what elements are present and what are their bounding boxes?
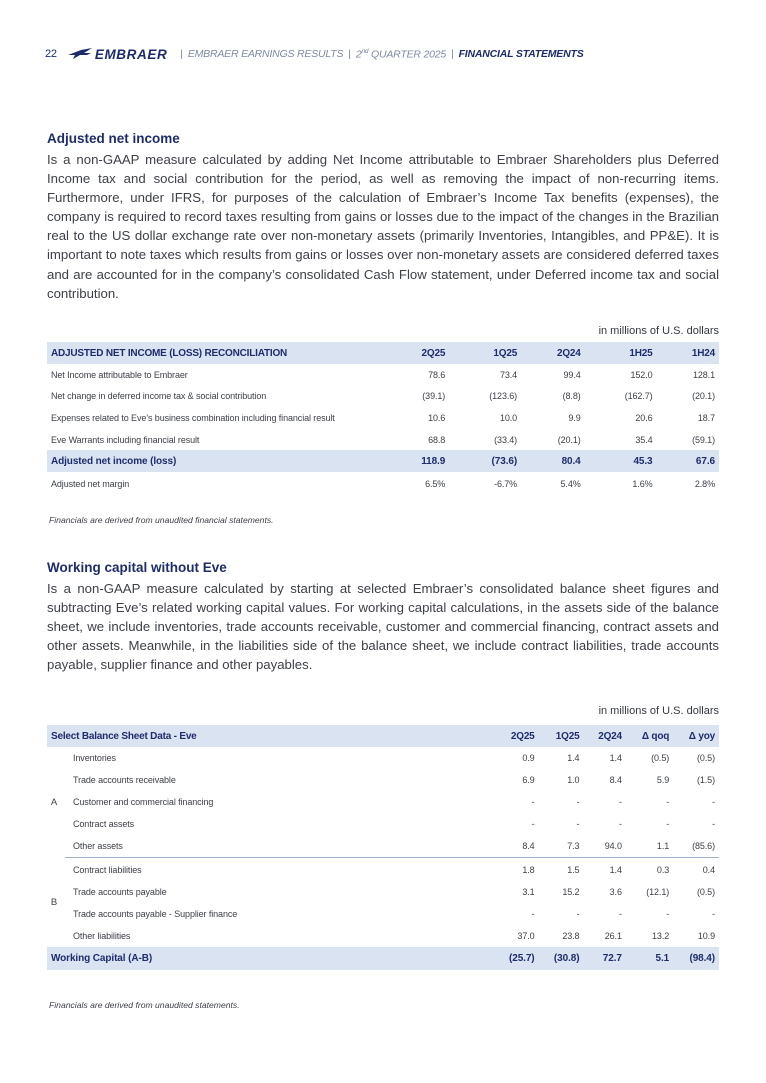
cell: 1.4 [583, 858, 625, 881]
cell: 1.4 [609, 753, 622, 764]
cell: (162.7) [624, 391, 653, 402]
group-label-b: B [50, 896, 58, 908]
cell: 2.8% [694, 478, 715, 489]
row-label: Contract assets [73, 819, 135, 830]
cell: -6.7% [494, 478, 518, 489]
cell: (33.4) [494, 434, 518, 445]
working-capital-table [47, 725, 719, 970]
cell: (123.6) [489, 391, 518, 402]
cell: - [618, 908, 622, 919]
cell: 6.5% [425, 478, 446, 489]
cell: (20.1) [692, 391, 715, 402]
cell: (39.1) [422, 391, 446, 402]
cell: 8.4 [522, 841, 535, 852]
cell: 94.0 [604, 841, 622, 852]
row-label: Other liabilities [73, 930, 131, 941]
cell: 73.4 [499, 369, 518, 380]
row-label: Adjusted net income (loss) [47, 450, 385, 472]
cell: - [666, 908, 670, 919]
brand-wordmark: EMBRAER [94, 46, 168, 62]
cell: 1.5 [539, 858, 584, 881]
cell: (12.1) [646, 886, 670, 897]
table-row [47, 386, 719, 408]
cell: 80.4 [521, 450, 585, 472]
column-header: 2Q24 [521, 342, 585, 364]
table-row-total [47, 947, 719, 970]
row-label: Trade accounts receivable [73, 775, 176, 786]
cell: (20.1) [557, 434, 581, 445]
cell: 1.4 [567, 753, 580, 764]
cell: 68.8 [428, 434, 446, 445]
cell: (98.4) [673, 947, 719, 970]
unit-label: in millions of U.S. dollars [598, 325, 719, 337]
cell: (0.5) [696, 886, 715, 897]
group-label-a: A [50, 796, 58, 808]
section-title-working-capital: Working capital without Eve [47, 560, 227, 575]
cell: - [666, 819, 670, 830]
row-label: Trade accounts payable [73, 886, 167, 897]
column-header: 2Q25 [385, 342, 449, 364]
table-row [47, 903, 719, 925]
cell: (25.7) [494, 947, 539, 970]
page-number: 22 [45, 48, 57, 60]
row-label: Adjusted net margin [51, 478, 130, 489]
cell: (59.1) [692, 434, 715, 445]
table-row [47, 925, 719, 947]
column-header: 1Q25 [539, 725, 584, 747]
quarter-label: QUARTER 2025 [368, 48, 447, 61]
cell: 10.9 [697, 930, 715, 941]
cell: - [712, 819, 715, 830]
cell: (0.5) [651, 753, 670, 764]
page-header [45, 44, 584, 64]
cell: (8.8) [562, 391, 581, 402]
cell: (85.6) [692, 841, 715, 852]
column-header: 1Q25 [449, 342, 521, 364]
cell: 5.9 [656, 775, 670, 786]
cell: - [531, 908, 535, 919]
table-row [47, 407, 719, 429]
cell: 78.6 [428, 369, 446, 380]
row-label: Contract liabilities [65, 858, 494, 881]
table-row [47, 835, 719, 858]
cell: 15.2 [562, 886, 580, 897]
table-header-row [47, 342, 719, 364]
cell: - [618, 819, 622, 830]
cell: 1.8 [494, 858, 539, 881]
cell: (30.8) [539, 947, 584, 970]
column-header: Δ yoy [673, 725, 719, 747]
adjusted-net-income-table [47, 342, 719, 496]
table-row [47, 791, 719, 813]
unit-label: in millions of U.S. dollars [598, 705, 719, 717]
header-separator: | [180, 48, 183, 60]
cell: 67.6 [657, 450, 719, 472]
cell: 10.0 [499, 412, 518, 423]
row-label: Inventories [73, 753, 116, 764]
breadcrumb-section: FINANCIAL STATEMENTS [458, 48, 584, 60]
cell: 0.9 [522, 753, 535, 764]
row-label: Expenses related to Eve’s business combination including financial result [51, 412, 335, 423]
cell: 18.7 [697, 412, 715, 423]
quarter-ordinal: nd [361, 47, 369, 55]
cell: - [618, 797, 622, 808]
table-row [47, 881, 719, 903]
cell: 5.4% [560, 478, 581, 489]
column-header: 1H24 [657, 342, 719, 364]
cell: 45.3 [585, 450, 657, 472]
table-row [47, 858, 719, 881]
cell: (0.5) [696, 753, 715, 764]
cell: (1.5) [696, 775, 715, 786]
quarter-number: 2 [355, 48, 362, 61]
embraer-jet-icon [67, 47, 93, 61]
table-row [47, 364, 719, 386]
section-body-working-capital: Is a non-GAAP measure calculated by starting at selected Embraer’s consolidated balance sheet figures and subtracting Eve’s related working capital values. For working capital calculations, in the assets side of the balance sheet, we include inventories, trade accounts receivable, customer and commercial financing, contract assets and other assets. Meanwhile, in the liabilities side of the balance sheet, we include contract liabilities, trade accounts payable, supplier finance and other payables. [47, 581, 719, 673]
cell: 13.2 [652, 930, 670, 941]
cell: 0.3 [626, 858, 673, 881]
cell: 118.9 [385, 450, 449, 472]
column-header: Select Balance Sheet Data - Eve [47, 725, 494, 747]
cell: 20.6 [635, 412, 653, 423]
cell: 7.3 [567, 841, 580, 852]
cell: - [576, 908, 580, 919]
row-label: Trade accounts payable - Supplier finance [73, 908, 238, 919]
cell: - [531, 797, 535, 808]
cell: 128.1 [692, 369, 715, 380]
cell: 1.1 [656, 841, 670, 852]
row-label: Other assets [73, 841, 123, 852]
cell: 99.4 [563, 369, 581, 380]
cell: - [531, 819, 535, 830]
row-label: Customer and commercial financing [73, 797, 214, 808]
cell: 1.0 [567, 775, 580, 786]
cell: 6.9 [522, 775, 535, 786]
cell: (73.6) [449, 450, 521, 472]
breadcrumb-earnings: EMBRAER EARNINGS RESULTS [187, 48, 344, 60]
table-row [47, 747, 719, 769]
table-row [47, 472, 719, 496]
cell: 26.1 [604, 930, 622, 941]
row-label: Net Income attributable to Embraer [51, 369, 188, 380]
header-separator: | [348, 48, 351, 60]
cell: 23.8 [562, 930, 580, 941]
cell: 152.0 [630, 369, 653, 380]
section-body-adjusted-net-income: Is a non-GAAP measure calculated by adding Net Income attributable to Embraer Shareholders plus Deferred Income tax and social contribution for the period, as well as removing the impact of non-recurring items. Furthermore, under IFRS, for purposes of the calculation of Embraer’s Income Tax benefits (expenses), the company is required to record taxes resulting from gains or losses due to the impact of the changes in the Brazilian real to the US dollar exchange rate over non-monetary assets (primarily Inventories, Intangibles, and PP&E). It is important to note taxes which results from gains or losses over non-monetary assets are considered deferred taxes and are accounted for in the company’s consolidated Cash Flow statement, under Deferred income tax and social contribution. [47, 152, 719, 301]
cell: 10.6 [428, 412, 446, 423]
cell: 9.9 [568, 412, 581, 423]
table-row [47, 429, 719, 451]
cell: - [576, 797, 580, 808]
footnote: Financials are derived from unaudited statements. [49, 1000, 240, 1010]
footnote: Financials are derived from unaudited financial statements. [49, 515, 274, 525]
cell: 37.0 [517, 930, 535, 941]
table-row-total [47, 450, 719, 472]
embraer-logo [67, 47, 167, 62]
column-header: ADJUSTED NET INCOME (LOSS) RECONCILIATION [47, 342, 385, 364]
row-label: Working Capital (A-B) [47, 947, 494, 970]
cell: 5.1 [626, 947, 673, 970]
cell: - [666, 797, 670, 808]
column-header: 2Q25 [494, 725, 539, 747]
cell: 1.6% [632, 478, 653, 489]
column-header: 2Q24 [583, 725, 625, 747]
cell: 3.6 [609, 886, 622, 897]
header-separator: | [451, 48, 454, 60]
table-row [47, 769, 719, 791]
cell: 35.4 [635, 434, 653, 445]
row-label: Net change in deferred income tax & social contribution [51, 391, 267, 402]
cell: 8.4 [609, 775, 622, 786]
column-header: Δ qoq [626, 725, 673, 747]
cell: - [712, 908, 715, 919]
column-header: 1H25 [585, 342, 657, 364]
table-header-row [47, 725, 719, 747]
cell: - [576, 819, 580, 830]
cell: 0.4 [673, 858, 719, 881]
table-row [47, 813, 719, 835]
cell: - [712, 797, 715, 808]
cell: 3.1 [522, 886, 535, 897]
breadcrumb-quarter [356, 48, 446, 61]
row-label: Eve Warrants including financial result [51, 434, 200, 445]
cell: 72.7 [583, 947, 625, 970]
section-title-adjusted-net-income: Adjusted net income [47, 131, 180, 146]
